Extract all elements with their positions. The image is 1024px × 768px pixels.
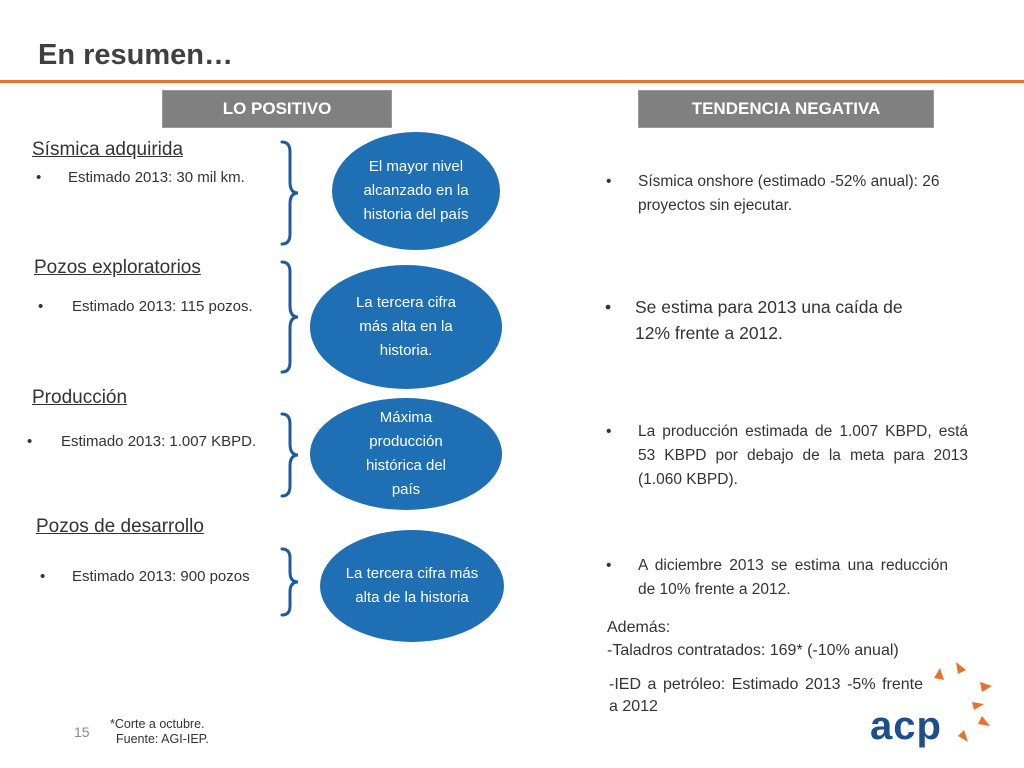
brace-icon (276, 410, 300, 500)
positive-bullet-pozos-desarrollo (40, 565, 266, 588)
acp-logo-text: acp (870, 704, 942, 748)
bullet-icon: • (36, 169, 42, 186)
negative-bullet-text: Se estima para 2013 una caída de 12% frente a 2012. (635, 297, 903, 343)
oval-tercera-cifra: La tercera cifra más alta en la historia. (310, 265, 502, 389)
bullet-icon: • (38, 298, 44, 315)
ademas-ied: -IED a petróleo: Estimado 2013 -5% frente a 2012 (609, 676, 923, 715)
bullet-icon: • (40, 568, 46, 585)
negative-bullet-text: A diciembre 2013 se estima una reducción de 10% frente a 2012. (638, 557, 948, 598)
brace-icon (276, 138, 300, 248)
category-title-pozos-desarrollo: Pozos de desarrollo (36, 516, 204, 537)
negative-bullet-pozos-exploratorios (605, 294, 935, 346)
category-title-produccion: Producción (32, 387, 128, 408)
oval-tercera-cifra-desarrollo: La tercera cifra más alta de la historia (320, 530, 504, 642)
positive-bullet-text: Estimado 2013: 115 pozos. (72, 298, 253, 315)
acp-logo (860, 656, 1000, 756)
bullet-icon: • (606, 557, 612, 574)
positive-bullet-sismica (36, 166, 264, 189)
oval-mayor-nivel: El mayor nivel alcanzado en la historia del país (332, 132, 500, 250)
page-title: En resumen… (38, 39, 233, 71)
negative-bullet-pozos-desarrollo (606, 554, 948, 602)
negative-bullet-text: La producción estimada de 1.007 KBPD, está 53 KBPD por debajo de la meta para 2013 (1.060 KBPD). (638, 423, 968, 488)
oval-maxima-produccion: Máxima producción histórica del país (310, 398, 502, 510)
brace-icon (276, 546, 300, 618)
title-divider (0, 80, 1024, 83)
bullet-icon: • (27, 433, 33, 450)
category-title-sismica: Sísmica adquirida (32, 139, 184, 160)
negative-bullet-sismica (606, 170, 968, 218)
positive-bullet-text: Estimado 2013: 1.007 KBPD. (61, 433, 257, 450)
positive-bullet-pozos-exploratorios (38, 295, 266, 318)
positive-bullet-produccion (27, 430, 259, 453)
positive-bullet-text: Estimado 2013: 30 mil km. (68, 169, 245, 186)
category-title-pozos-exploratorios: Pozos exploratorios (34, 257, 201, 278)
header-tendencia-negativa: TENDENCIA NEGATIVA (638, 90, 934, 128)
bullet-icon: • (606, 173, 612, 190)
ademas-taladros: -Taladros contratados: 169* (-10% anual) (607, 642, 899, 659)
bullet-icon: • (605, 297, 612, 317)
footnote-corte: *Corte a octubre. (110, 717, 205, 731)
brace-icon (276, 258, 300, 376)
negative-bullet-text: Sísmica onshore (estimado -52% anual): 26 proyectos sin ejecutar. (638, 173, 940, 214)
bullet-icon: • (606, 423, 612, 440)
positive-bullet-text: Estimado 2013: 900 pozos (72, 568, 250, 585)
negative-bullet-produccion (606, 420, 968, 492)
header-lo-positivo: LO POSITIVO (162, 90, 392, 128)
ademas-label: Además: (607, 619, 671, 636)
footnote-fuente: Fuente: AGI-IEP. (116, 732, 209, 746)
page-number: 15 (74, 724, 90, 740)
